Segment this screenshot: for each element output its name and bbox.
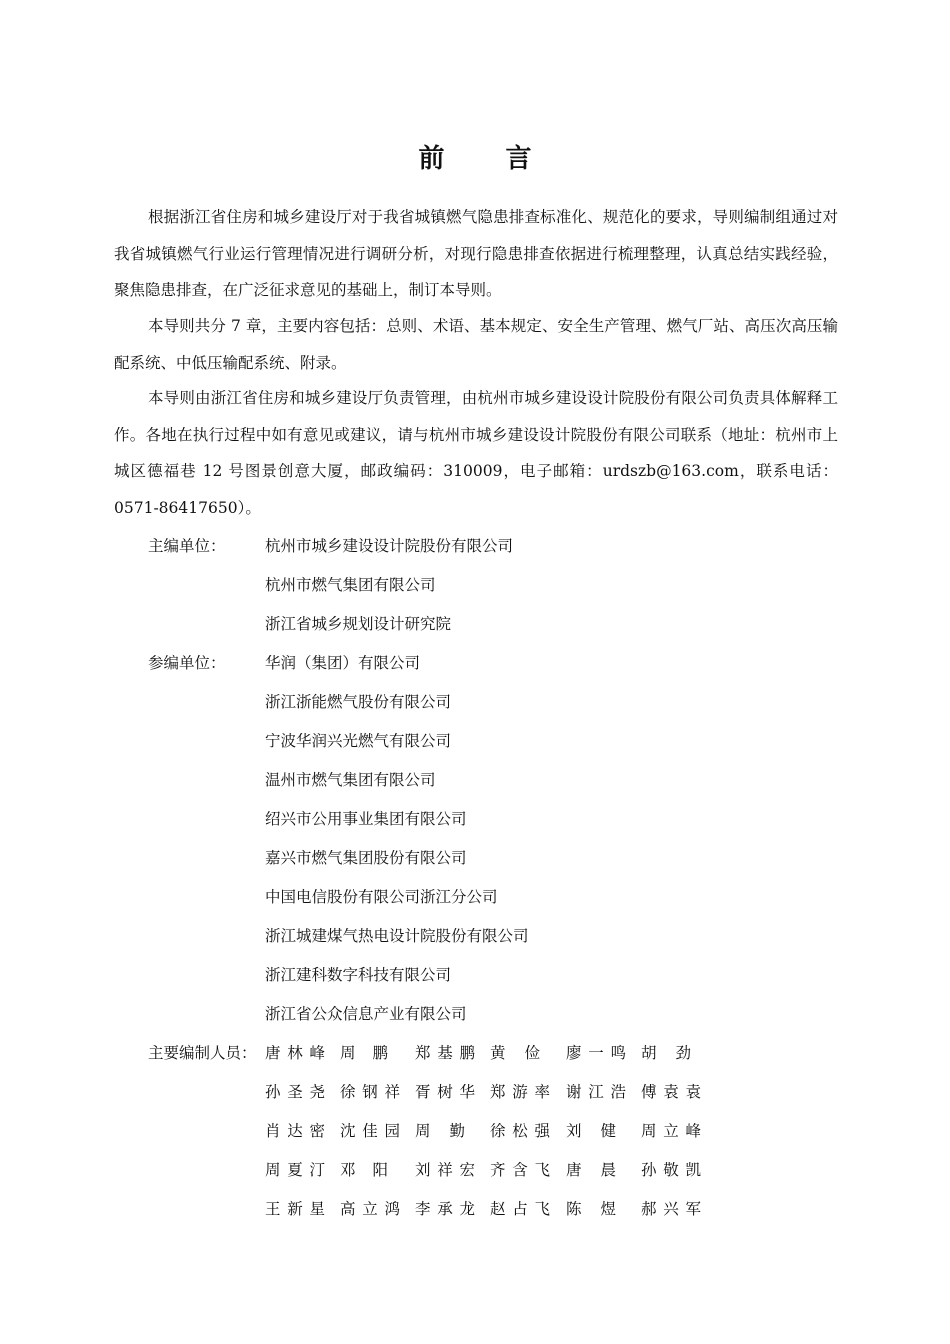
intro-paragraph: 根据浙江省住房和城乡建设厅对于我省城镇燃气隐患排查标准化、规范化的要求，导则编制组通过对我省城镇燃气行业运行管理情况进行调研分析，对现行隐患排查依据进行梳理整理，认真总结实践经验，聚焦隐患排查，在广泛征求意见的基础上，制订本导则。 (114, 208, 838, 299)
participating-unit-row (0, 886, 950, 908)
chief-unit-row (0, 613, 950, 635)
participating-unit: 嘉兴市燃气集团股份有限公司 (265, 849, 467, 867)
participating-unit-row (0, 964, 950, 986)
chief-unit: 杭州市城乡建设设计院股份有限公司 (265, 537, 514, 555)
staff-member: 周鹏 (340, 1044, 388, 1062)
participating-units-label: 参编单位： (148, 654, 226, 672)
staff-label: 主要编制人员： (148, 1044, 257, 1062)
staff-member: 周立峰 (641, 1122, 701, 1140)
staff-member: 周夏汀 (265, 1161, 325, 1179)
staff-member: 孙圣尧 (265, 1083, 325, 1101)
staff-member: 胡劲 (641, 1044, 691, 1062)
participating-unit-row (0, 652, 950, 674)
page-title: 前 言 (418, 144, 558, 174)
chief-unit-row (0, 574, 950, 596)
staff-member: 徐松强 (490, 1122, 550, 1140)
staff-member: 郝兴军 (641, 1200, 701, 1218)
participating-unit: 宁波华润兴光燃气有限公司 (265, 732, 452, 750)
participating-unit: 浙江省公众信息产业有限公司 (265, 1005, 467, 1023)
participating-unit: 浙江建科数字科技有限公司 (265, 966, 452, 984)
participating-unit-row (0, 847, 950, 869)
staff-member: 邓阳 (340, 1161, 388, 1179)
participating-unit: 温州市燃气集团有限公司 (265, 771, 436, 789)
participating-unit-row (0, 730, 950, 752)
staff-row (0, 1159, 950, 1181)
staff-member: 廖一鸣 (566, 1044, 626, 1062)
staff-member: 黄俭 (490, 1044, 540, 1062)
chief-unit: 杭州市燃气集团有限公司 (265, 576, 436, 594)
staff-member: 陈煜 (566, 1200, 616, 1218)
participating-unit: 浙江浙能燃气股份有限公司 (265, 693, 452, 711)
staff-row (0, 1042, 950, 1064)
staff-member: 沈佳园 (340, 1122, 400, 1140)
staff-member: 徐钢祥 (340, 1083, 400, 1101)
staff-member: 郑基鹏 (415, 1044, 475, 1062)
participating-unit: 中国电信股份有限公司浙江分公司 (265, 888, 498, 906)
staff-member: 肖达密 (265, 1122, 325, 1140)
staff-member: 唐晨 (566, 1161, 616, 1179)
staff-row (0, 1198, 950, 1220)
participating-unit-row (0, 808, 950, 830)
participating-unit-row (0, 769, 950, 791)
participating-unit-row (0, 1003, 950, 1025)
staff-member: 傅袁袁 (641, 1083, 701, 1101)
participating-unit-row (0, 691, 950, 713)
chief-unit-row (0, 535, 950, 557)
contact-paragraph: 本导则由浙江省住房和城乡建设厅负责管理，由杭州市城乡建设设计院股份有限公司负责具体解释工作。各地在执行过程中如有意见或建议，请与杭州市城乡建设设计院股份有限公司联系（地址：杭州市上城区德福巷 12 号图景创意大厦，邮政编码：310009，电子邮箱：urdszb@163.com，联系电话：0571-86417650）。 (114, 389, 838, 517)
participating-unit: 浙江城建煤气热电设计院股份有限公司 (265, 927, 529, 945)
chief-units-label: 主编单位： (148, 537, 226, 555)
staff-member: 高立鸿 (340, 1200, 400, 1218)
staff-member: 郑游率 (490, 1083, 550, 1101)
staff-row (0, 1081, 950, 1103)
staff-member: 刘祥宏 (415, 1161, 475, 1179)
staff-member: 胥树华 (415, 1083, 475, 1101)
staff-member: 王新星 (265, 1200, 325, 1218)
staff-member: 赵占飞 (490, 1200, 550, 1218)
chief-unit: 浙江省城乡规划设计研究院 (265, 615, 452, 633)
contents-paragraph: 本导则共分 7 章，主要内容包括：总则、术语、基本规定、安全生产管理、燃气厂站、高压次高压输配系统、中低压输配系统、附录。 (114, 317, 838, 372)
staff-member: 李承龙 (415, 1200, 475, 1218)
staff-member: 谢江浩 (566, 1083, 626, 1101)
staff-member: 唐林峰 (265, 1044, 325, 1062)
participating-unit: 绍兴市公用事业集团有限公司 (265, 810, 467, 828)
staff-member: 齐含飞 (490, 1161, 550, 1179)
staff-member: 周勤 (415, 1122, 465, 1140)
participating-unit-row (0, 925, 950, 947)
staff-row (0, 1120, 950, 1142)
staff-member: 刘健 (566, 1122, 616, 1140)
staff-member: 孙敬凯 (641, 1161, 701, 1179)
participating-unit: 华润（集团）有限公司 (265, 654, 421, 672)
